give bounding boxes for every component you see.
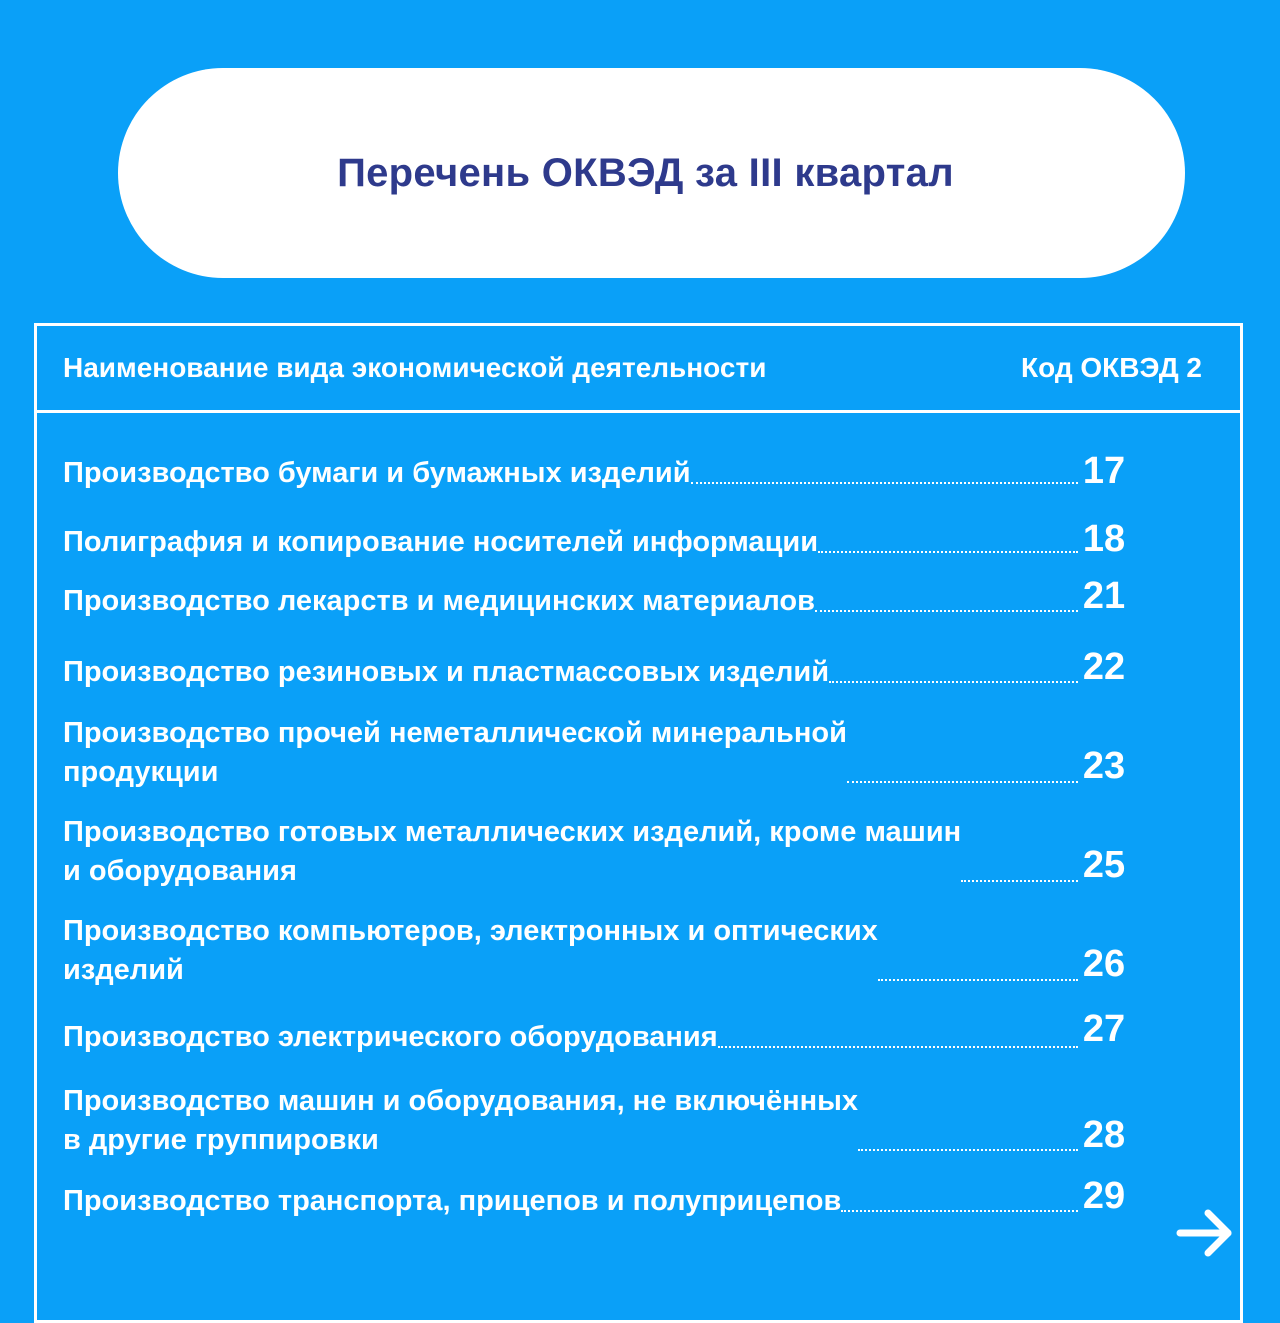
title-banner [118,68,1185,278]
dotted-leader [829,681,1078,683]
row-code: 27 [1082,1008,1126,1050]
table-row [63,1082,1078,1160]
dotted-leader [841,1210,1078,1212]
row-name: Производство резиновых и пластмассовых изделий [63,656,830,688]
row-code: 18 [1082,518,1126,560]
header-divider [34,410,1243,413]
column-header-name: Наименование вида экономической деятельности [63,352,767,383]
row-name: Производство лекарств и медицинских материалов [63,585,815,617]
dotted-leader [878,979,1078,981]
row-code: 25 [1082,844,1126,886]
table-row [63,813,1078,891]
table-row [63,912,1078,990]
row-name: Производство бумаги и бумажных изделий [63,457,691,489]
row-name: Производство электрического оборудования [63,1021,718,1053]
table-row [63,1018,1078,1057]
dotted-leader [858,1149,1078,1151]
table-row [63,653,1078,692]
row-code: 29 [1082,1175,1126,1217]
row-code: 28 [1082,1114,1126,1156]
row-name: Производство компьютеров, электронных и оптических изделий [63,915,878,986]
row-name: Производство машин и оборудования, не включённых в другие группировки [63,1085,859,1156]
table-row [63,454,1078,493]
arrow-right-icon[interactable] [1176,1208,1234,1258]
row-code: 23 [1082,745,1126,787]
table-row [63,523,1078,562]
row-name: Полиграфия и копирование носителей информации [63,526,819,558]
row-code: 21 [1082,575,1126,617]
row-code: 26 [1082,943,1126,985]
dotted-leader [818,551,1078,553]
row-name: Производство прочей неметаллической минеральной продукции [63,717,847,788]
row-code: 17 [1082,450,1126,492]
table-row [63,714,1078,792]
dotted-leader [691,482,1078,484]
column-header-code: Код ОКВЭД 2 [1021,352,1202,383]
dotted-leader [815,610,1078,612]
row-name: Производство транспорта, прицепов и полуприцепов [63,1185,842,1217]
dotted-leader [847,781,1078,783]
row-name: Производство готовых металлических изделий, кроме машин и оборудования [63,816,962,887]
table-row [63,582,1078,621]
dotted-leader [961,880,1078,882]
page-title: Перечень ОКВЭД за III квартал [337,150,954,195]
row-code: 22 [1082,646,1126,688]
table-row [63,1182,1078,1221]
dotted-leader [718,1046,1078,1048]
